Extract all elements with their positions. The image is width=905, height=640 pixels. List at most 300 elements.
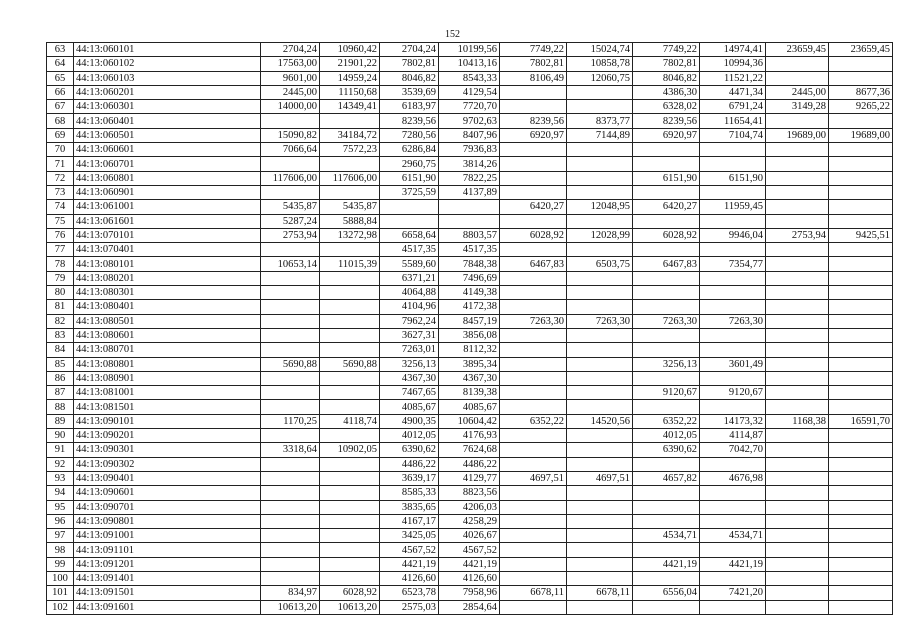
value-1-cell xyxy=(261,429,320,443)
value-5-cell xyxy=(500,529,567,543)
row-number-cell: 93 xyxy=(47,471,74,485)
value-9-cell xyxy=(766,586,829,600)
value-8-cell: 3601,49 xyxy=(700,357,766,371)
value-1-cell xyxy=(261,514,320,528)
row-number-cell: 94 xyxy=(47,486,74,500)
value-8-cell xyxy=(700,486,766,500)
value-6-cell xyxy=(567,600,633,614)
value-10-cell xyxy=(829,600,893,614)
table-row xyxy=(47,43,893,57)
value-5-cell: 7749,22 xyxy=(500,43,567,57)
value-9-cell xyxy=(766,328,829,342)
value-3-cell: 6371,21 xyxy=(380,271,439,285)
cadastral-code-cell: 44:13:080301 xyxy=(74,286,261,300)
cadastral-value-table xyxy=(46,42,893,615)
value-10-cell xyxy=(829,571,893,585)
table-row xyxy=(47,557,893,571)
value-4-cell: 10604,42 xyxy=(439,414,500,428)
value-8-cell: 4676,98 xyxy=(700,471,766,485)
cadastral-code-cell: 44:13:090302 xyxy=(74,457,261,471)
value-8-cell xyxy=(700,157,766,171)
value-6-cell xyxy=(567,357,633,371)
value-6-cell xyxy=(567,271,633,285)
value-5-cell xyxy=(500,557,567,571)
page-number: 152 xyxy=(445,29,460,40)
value-10-cell: 16591,70 xyxy=(829,414,893,428)
cadastral-code-cell: 44:13:060301 xyxy=(74,100,261,114)
row-number-cell: 96 xyxy=(47,514,74,528)
value-1-cell: 17563,00 xyxy=(261,57,320,71)
value-10-cell xyxy=(829,557,893,571)
row-number-cell: 76 xyxy=(47,228,74,242)
value-8-cell xyxy=(700,214,766,228)
row-number-cell: 81 xyxy=(47,300,74,314)
value-7-cell xyxy=(633,600,700,614)
value-5-cell xyxy=(500,500,567,514)
value-6-cell xyxy=(567,557,633,571)
value-6-cell xyxy=(567,343,633,357)
value-1-cell xyxy=(261,185,320,199)
value-10-cell xyxy=(829,271,893,285)
value-9-cell xyxy=(766,529,829,543)
value-9-cell xyxy=(766,486,829,500)
value-9-cell xyxy=(766,214,829,228)
value-2-cell: 14959,24 xyxy=(320,71,380,85)
table-row xyxy=(47,85,893,99)
value-8-cell xyxy=(700,143,766,157)
value-10-cell xyxy=(829,529,893,543)
value-3-cell xyxy=(380,214,439,228)
value-5-cell xyxy=(500,157,567,171)
value-9-cell xyxy=(766,114,829,128)
table-row xyxy=(47,586,893,600)
cadastral-code-cell: 44:13:060901 xyxy=(74,185,261,199)
cadastral-code-cell: 44:13:060401 xyxy=(74,114,261,128)
value-9-cell: 3149,28 xyxy=(766,100,829,114)
value-1-cell xyxy=(261,400,320,414)
value-5-cell: 6920,97 xyxy=(500,128,567,142)
value-5-cell xyxy=(500,343,567,357)
value-2-cell xyxy=(320,343,380,357)
value-7-cell: 3256,13 xyxy=(633,357,700,371)
value-7-cell xyxy=(633,243,700,257)
value-4-cell: 4176,93 xyxy=(439,429,500,443)
value-6-cell xyxy=(567,400,633,414)
value-5-cell xyxy=(500,100,567,114)
value-8-cell: 7421,20 xyxy=(700,586,766,600)
value-9-cell xyxy=(766,371,829,385)
value-2-cell xyxy=(320,328,380,342)
value-5-cell: 8106,49 xyxy=(500,71,567,85)
value-6-cell: 7263,30 xyxy=(567,314,633,328)
table-row xyxy=(47,543,893,557)
value-10-cell xyxy=(829,457,893,471)
value-7-cell xyxy=(633,143,700,157)
value-4-cell: 4126,60 xyxy=(439,571,500,585)
value-8-cell: 6791,24 xyxy=(700,100,766,114)
cadastral-code-cell: 44:13:090701 xyxy=(74,500,261,514)
value-5-cell xyxy=(500,271,567,285)
value-5-cell: 6352,22 xyxy=(500,414,567,428)
row-number-cell: 79 xyxy=(47,271,74,285)
value-10-cell xyxy=(829,185,893,199)
table-row xyxy=(47,471,893,485)
value-4-cell: 4206,03 xyxy=(439,500,500,514)
value-2-cell: 7572,23 xyxy=(320,143,380,157)
value-10-cell xyxy=(829,257,893,271)
row-number-cell: 71 xyxy=(47,157,74,171)
value-10-cell xyxy=(829,328,893,342)
value-3-cell: 5589,60 xyxy=(380,257,439,271)
value-3-cell: 4486,22 xyxy=(380,457,439,471)
cadastral-code-cell: 44:13:061601 xyxy=(74,214,261,228)
value-3-cell: 4167,17 xyxy=(380,514,439,528)
value-8-cell xyxy=(700,343,766,357)
value-7-cell: 6328,02 xyxy=(633,100,700,114)
row-number-cell: 68 xyxy=(47,114,74,128)
value-7-cell xyxy=(633,185,700,199)
value-5-cell xyxy=(500,543,567,557)
value-7-cell xyxy=(633,328,700,342)
value-3-cell: 8239,56 xyxy=(380,114,439,128)
table-row xyxy=(47,214,893,228)
cadastral-code-cell: 44:13:091601 xyxy=(74,600,261,614)
row-number-cell: 88 xyxy=(47,400,74,414)
value-2-cell xyxy=(320,571,380,585)
value-2-cell: 11150,68 xyxy=(320,85,380,99)
cadastral-code-cell: 44:13:060101 xyxy=(74,43,261,57)
value-9-cell xyxy=(766,257,829,271)
table-row xyxy=(47,314,893,328)
value-4-cell: 7848,38 xyxy=(439,257,500,271)
value-10-cell xyxy=(829,243,893,257)
value-1-cell xyxy=(261,286,320,300)
value-8-cell: 14974,41 xyxy=(700,43,766,57)
value-9-cell xyxy=(766,500,829,514)
value-7-cell: 7263,30 xyxy=(633,314,700,328)
value-10-cell xyxy=(829,114,893,128)
table-row xyxy=(47,300,893,314)
value-4-cell: 8407,96 xyxy=(439,128,500,142)
value-6-cell xyxy=(567,371,633,385)
value-8-cell: 4114,87 xyxy=(700,429,766,443)
value-9-cell: 23659,45 xyxy=(766,43,829,57)
value-3-cell: 3725,59 xyxy=(380,185,439,199)
value-5-cell xyxy=(500,514,567,528)
row-number-cell: 74 xyxy=(47,200,74,214)
value-6-cell xyxy=(567,529,633,543)
value-10-cell xyxy=(829,357,893,371)
value-8-cell: 10994,36 xyxy=(700,57,766,71)
table-row xyxy=(47,257,893,271)
table-row xyxy=(47,171,893,185)
row-number-cell: 99 xyxy=(47,557,74,571)
value-4-cell: 7624,68 xyxy=(439,443,500,457)
value-6-cell xyxy=(567,328,633,342)
cadastral-code-cell: 44:13:091401 xyxy=(74,571,261,585)
value-6-cell: 10858,78 xyxy=(567,57,633,71)
cadastral-code-cell: 44:13:061001 xyxy=(74,200,261,214)
value-7-cell: 6151,90 xyxy=(633,171,700,185)
value-6-cell xyxy=(567,171,633,185)
value-1-cell: 2445,00 xyxy=(261,85,320,99)
value-6-cell: 12028,99 xyxy=(567,228,633,242)
value-2-cell: 5435,87 xyxy=(320,200,380,214)
row-number-cell: 63 xyxy=(47,43,74,57)
value-2-cell: 10613,20 xyxy=(320,600,380,614)
value-9-cell xyxy=(766,314,829,328)
value-10-cell xyxy=(829,157,893,171)
value-9-cell xyxy=(766,543,829,557)
table-row xyxy=(47,457,893,471)
table-row xyxy=(47,386,893,400)
value-10-cell xyxy=(829,386,893,400)
value-9-cell xyxy=(766,457,829,471)
table-row xyxy=(47,600,893,614)
value-2-cell xyxy=(320,386,380,400)
value-2-cell xyxy=(320,457,380,471)
value-7-cell xyxy=(633,343,700,357)
value-1-cell: 834,97 xyxy=(261,586,320,600)
value-3-cell: 4104,96 xyxy=(380,300,439,314)
value-8-cell xyxy=(700,271,766,285)
value-3-cell: 6183,97 xyxy=(380,100,439,114)
table-row xyxy=(47,271,893,285)
value-2-cell: 13272,98 xyxy=(320,228,380,242)
cadastral-code-cell: 44:13:060801 xyxy=(74,171,261,185)
value-6-cell xyxy=(567,500,633,514)
value-6-cell: 8373,77 xyxy=(567,114,633,128)
value-5-cell xyxy=(500,286,567,300)
table-row xyxy=(47,57,893,71)
cadastral-code-cell: 44:13:060601 xyxy=(74,143,261,157)
value-5-cell xyxy=(500,214,567,228)
cadastral-code-cell: 44:13:091501 xyxy=(74,586,261,600)
value-1-cell xyxy=(261,457,320,471)
value-10-cell xyxy=(829,300,893,314)
value-7-cell xyxy=(633,543,700,557)
value-8-cell xyxy=(700,328,766,342)
value-9-cell xyxy=(766,200,829,214)
row-number-cell: 101 xyxy=(47,586,74,600)
value-6-cell: 15024,74 xyxy=(567,43,633,57)
value-5-cell xyxy=(500,328,567,342)
value-1-cell: 10613,20 xyxy=(261,600,320,614)
value-4-cell: 4026,67 xyxy=(439,529,500,543)
value-5-cell xyxy=(500,443,567,457)
row-number-cell: 65 xyxy=(47,71,74,85)
value-2-cell xyxy=(320,185,380,199)
cadastral-code-cell: 44:13:090401 xyxy=(74,471,261,485)
table-row xyxy=(47,514,893,528)
value-4-cell: 7936,83 xyxy=(439,143,500,157)
value-8-cell xyxy=(700,286,766,300)
value-5-cell: 8239,56 xyxy=(500,114,567,128)
value-2-cell xyxy=(320,314,380,328)
value-9-cell xyxy=(766,57,829,71)
cadastral-code-cell: 44:13:091201 xyxy=(74,557,261,571)
value-4-cell: 3814,26 xyxy=(439,157,500,171)
value-4-cell xyxy=(439,200,500,214)
value-6-cell xyxy=(567,486,633,500)
value-6-cell xyxy=(567,286,633,300)
value-1-cell xyxy=(261,471,320,485)
value-4-cell: 4129,77 xyxy=(439,471,500,485)
value-9-cell xyxy=(766,471,829,485)
value-7-cell: 4421,19 xyxy=(633,557,700,571)
row-number-cell: 77 xyxy=(47,243,74,257)
value-8-cell: 11521,22 xyxy=(700,71,766,85)
value-1-cell xyxy=(261,500,320,514)
row-number-cell: 91 xyxy=(47,443,74,457)
value-10-cell xyxy=(829,543,893,557)
value-10-cell xyxy=(829,486,893,500)
value-8-cell xyxy=(700,457,766,471)
row-number-cell: 97 xyxy=(47,529,74,543)
value-5-cell: 7263,30 xyxy=(500,314,567,328)
value-9-cell xyxy=(766,171,829,185)
row-number-cell: 89 xyxy=(47,414,74,428)
value-3-cell: 6390,62 xyxy=(380,443,439,457)
value-1-cell: 117606,00 xyxy=(261,171,320,185)
value-5-cell xyxy=(500,386,567,400)
value-8-cell: 7354,77 xyxy=(700,257,766,271)
table-row xyxy=(47,500,893,514)
value-6-cell xyxy=(567,185,633,199)
value-3-cell: 3639,17 xyxy=(380,471,439,485)
value-5-cell xyxy=(500,486,567,500)
value-3-cell: 4567,52 xyxy=(380,543,439,557)
cadastral-code-cell: 44:13:090801 xyxy=(74,514,261,528)
value-3-cell: 4012,05 xyxy=(380,429,439,443)
value-2-cell: 14349,41 xyxy=(320,100,380,114)
value-1-cell xyxy=(261,114,320,128)
value-9-cell xyxy=(766,271,829,285)
value-7-cell: 6390,62 xyxy=(633,443,700,457)
value-7-cell: 4534,71 xyxy=(633,529,700,543)
value-5-cell: 6420,27 xyxy=(500,200,567,214)
value-2-cell xyxy=(320,371,380,385)
value-1-cell xyxy=(261,571,320,585)
value-6-cell xyxy=(567,571,633,585)
value-4-cell: 4085,67 xyxy=(439,400,500,414)
value-5-cell xyxy=(500,400,567,414)
row-number-cell: 67 xyxy=(47,100,74,114)
value-2-cell: 4118,74 xyxy=(320,414,380,428)
value-5-cell: 6678,11 xyxy=(500,586,567,600)
value-7-cell: 6467,83 xyxy=(633,257,700,271)
value-4-cell xyxy=(439,214,500,228)
value-7-cell: 6556,04 xyxy=(633,586,700,600)
value-5-cell xyxy=(500,171,567,185)
value-1-cell: 14000,00 xyxy=(261,100,320,114)
row-number-cell: 70 xyxy=(47,143,74,157)
value-2-cell xyxy=(320,543,380,557)
value-3-cell: 6286,84 xyxy=(380,143,439,157)
value-8-cell: 9946,04 xyxy=(700,228,766,242)
value-3-cell: 4421,19 xyxy=(380,557,439,571)
value-4-cell: 4172,38 xyxy=(439,300,500,314)
value-1-cell: 3318,64 xyxy=(261,443,320,457)
value-4-cell: 4129,54 xyxy=(439,85,500,99)
value-8-cell: 11959,45 xyxy=(700,200,766,214)
value-10-cell xyxy=(829,143,893,157)
value-4-cell: 3895,34 xyxy=(439,357,500,371)
table-row xyxy=(47,343,893,357)
value-10-cell xyxy=(829,286,893,300)
value-5-cell xyxy=(500,371,567,385)
cadastral-code-cell: 44:13:090601 xyxy=(74,486,261,500)
row-number-cell: 100 xyxy=(47,571,74,585)
table-row xyxy=(47,200,893,214)
value-6-cell xyxy=(567,143,633,157)
value-10-cell: 23659,45 xyxy=(829,43,893,57)
value-9-cell xyxy=(766,185,829,199)
value-6-cell: 4697,51 xyxy=(567,471,633,485)
value-1-cell xyxy=(261,529,320,543)
value-6-cell xyxy=(567,157,633,171)
value-10-cell xyxy=(829,200,893,214)
cadastral-code-cell: 44:13:070101 xyxy=(74,228,261,242)
value-1-cell xyxy=(261,300,320,314)
value-4-cell: 3856,08 xyxy=(439,328,500,342)
value-10-cell xyxy=(829,343,893,357)
value-1-cell xyxy=(261,557,320,571)
cadastral-code-cell: 44:13:080101 xyxy=(74,257,261,271)
value-6-cell xyxy=(567,243,633,257)
value-2-cell: 34184,72 xyxy=(320,128,380,142)
value-7-cell xyxy=(633,214,700,228)
table-body xyxy=(47,43,893,615)
cadastral-code-cell: 44:13:060701 xyxy=(74,157,261,171)
value-9-cell xyxy=(766,71,829,85)
value-7-cell: 8239,56 xyxy=(633,114,700,128)
row-number-cell: 80 xyxy=(47,286,74,300)
value-3-cell: 8046,82 xyxy=(380,71,439,85)
value-7-cell xyxy=(633,486,700,500)
value-1-cell xyxy=(261,371,320,385)
value-1-cell: 5287,24 xyxy=(261,214,320,228)
table-row xyxy=(47,114,893,128)
value-7-cell xyxy=(633,371,700,385)
table-row xyxy=(47,286,893,300)
row-number-cell: 84 xyxy=(47,343,74,357)
value-9-cell xyxy=(766,514,829,528)
value-2-cell xyxy=(320,514,380,528)
value-2-cell: 10960,42 xyxy=(320,43,380,57)
value-3-cell: 6523,78 xyxy=(380,586,439,600)
row-number-cell: 102 xyxy=(47,600,74,614)
value-4-cell: 9702,63 xyxy=(439,114,500,128)
value-9-cell xyxy=(766,557,829,571)
value-3-cell: 4085,67 xyxy=(380,400,439,414)
row-number-cell: 64 xyxy=(47,57,74,71)
value-10-cell xyxy=(829,71,893,85)
value-6-cell xyxy=(567,429,633,443)
value-4-cell: 2854,64 xyxy=(439,600,500,614)
value-8-cell: 11654,41 xyxy=(700,114,766,128)
value-1-cell xyxy=(261,328,320,342)
value-8-cell: 6151,90 xyxy=(700,171,766,185)
value-4-cell: 4149,38 xyxy=(439,286,500,300)
table-row xyxy=(47,143,893,157)
value-3-cell: 7802,81 xyxy=(380,57,439,71)
value-5-cell: 4697,51 xyxy=(500,471,567,485)
value-2-cell xyxy=(320,286,380,300)
value-4-cell: 10413,16 xyxy=(439,57,500,71)
value-5-cell xyxy=(500,600,567,614)
value-5-cell xyxy=(500,143,567,157)
